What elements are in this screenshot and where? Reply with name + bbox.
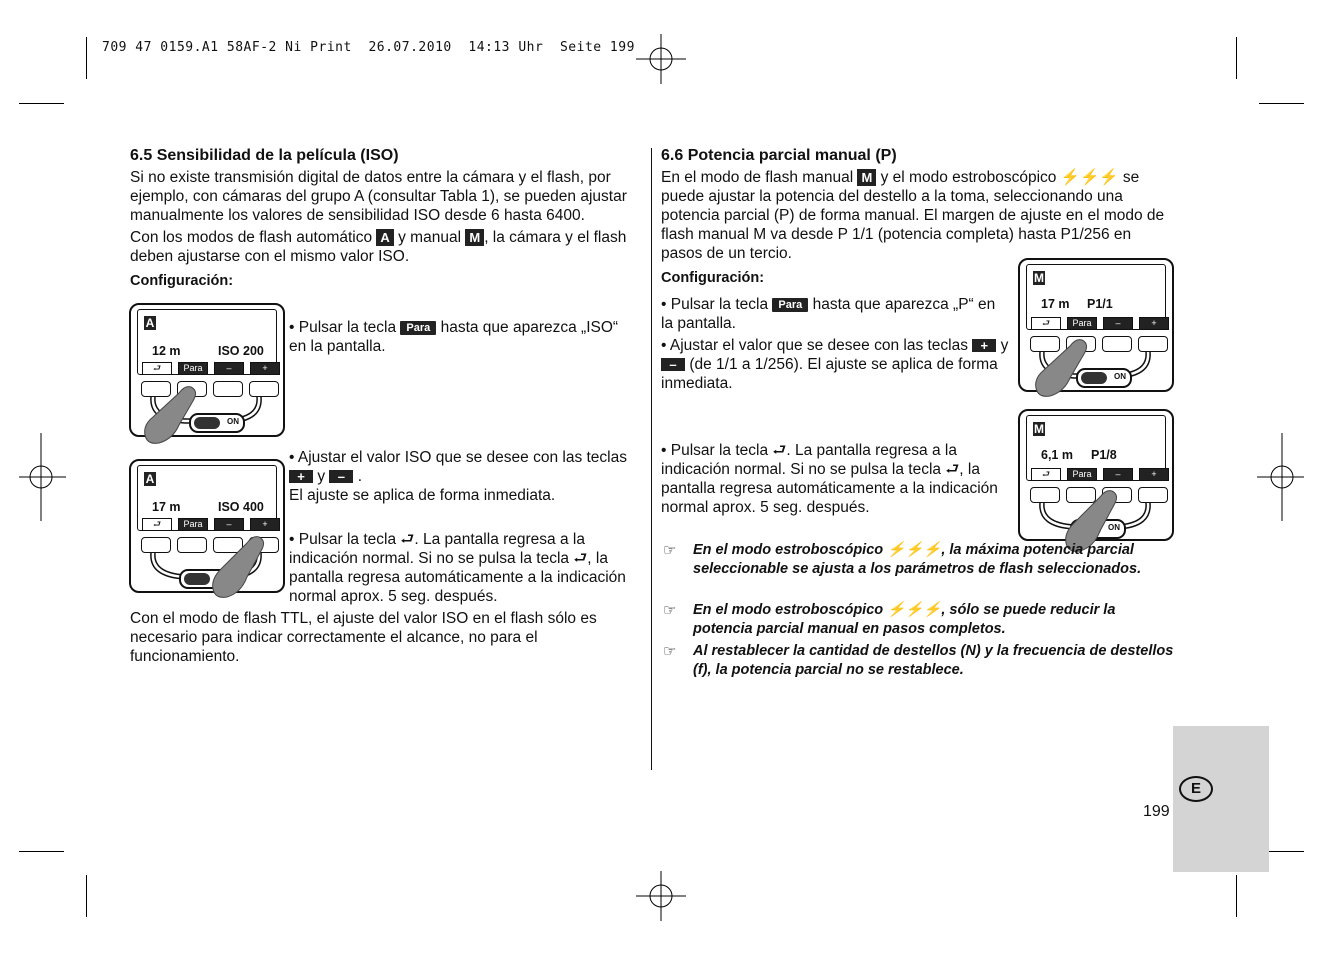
return-key-label: ⮐ bbox=[142, 362, 172, 375]
return-key-label: ⮐ bbox=[1031, 468, 1061, 481]
flash-panel-iso-400 bbox=[129, 459, 285, 593]
return-key-label: ⮐ bbox=[142, 518, 172, 531]
lcd-screen bbox=[1026, 415, 1166, 481]
lcd-distance: 17 m bbox=[152, 500, 181, 514]
return-key-icon: ⮐ bbox=[573, 550, 588, 567]
column-divider bbox=[651, 148, 652, 770]
lcd-key-labels bbox=[1031, 468, 1169, 481]
note-1: En el modo estroboscópico ⚡⚡⚡, la máxima potencia parcial seleccionable se ajusta a los parámetros de flash seleccionados. bbox=[693, 542, 1142, 577]
para-key-label: Para bbox=[178, 362, 208, 375]
crop-mark bbox=[86, 875, 87, 917]
mode-m-badge: M bbox=[465, 229, 484, 246]
plus-key-label: + bbox=[250, 362, 280, 375]
mode-a-badge: A bbox=[376, 229, 393, 246]
iso-paragraph-2: Con los modos de flash automático A y manual M , la cámara y el flash deben ajustarse con el mismo valor ISO. bbox=[130, 229, 627, 265]
pointing-finger-icon: ☞ bbox=[663, 602, 677, 619]
section-heading-iso: 6.5 Sensibilidad de la película (ISO) bbox=[130, 147, 399, 164]
lcd-screen bbox=[1026, 264, 1166, 330]
iso-paragraph-1: Si no existe transmisión digital de datos entre la cámara y el flash, por ejemplo, con cámaras del grupo A (consultar Tabla 1), se pueden ajustar manualmente los valores de sensibilidad ISO desde 6 hasta 6400. bbox=[130, 169, 627, 224]
print-header: 709 47 0159.A1 58AF-2 Ni Print 26.07.2010 14:13 Uhr Seite 199 bbox=[102, 40, 635, 55]
pointing-finger-icon: ☞ bbox=[663, 643, 677, 660]
return-key-icon: ⮐ bbox=[400, 531, 415, 548]
lcd-mode-indicator: M bbox=[1034, 422, 1044, 436]
strobe-icon: ⚡⚡⚡ bbox=[887, 542, 942, 558]
lcd-key-labels bbox=[142, 518, 280, 531]
lcd-distance: 12 m bbox=[152, 344, 181, 358]
on-switch[interactable]: ON bbox=[1070, 519, 1126, 539]
lcd-distance: 17 m bbox=[1041, 297, 1070, 311]
note-2: En el modo estroboscópico ⚡⚡⚡, sólo se puede reducir la potencia parcial manual en pasos completos. bbox=[693, 602, 1116, 637]
iso-step-1: • Pulsar la tecla Para hasta que aparezca „ISO“ en la pantalla. bbox=[289, 319, 619, 355]
pointing-hand-icon bbox=[1034, 338, 1092, 400]
lcd-mode-indicator: M bbox=[1034, 271, 1044, 285]
lcd-mode-indicator: A bbox=[145, 472, 155, 486]
minus-key-label: – bbox=[214, 518, 244, 531]
flash-panel-p1-1 bbox=[1018, 258, 1174, 392]
para-key-icon: Para bbox=[400, 321, 436, 335]
plus-key-icon: + bbox=[972, 339, 996, 352]
page-number: 199 bbox=[1143, 803, 1170, 820]
plus-key[interactable] bbox=[249, 381, 279, 397]
crop-mark bbox=[1236, 875, 1237, 917]
lcd-mode-indicator: A bbox=[145, 316, 155, 330]
return-key-icon: ⮐ bbox=[772, 442, 787, 459]
para-key-label: Para bbox=[1067, 468, 1097, 481]
iso-step-3: • Pulsar la tecla ⮐. La pantalla regresa a la indicación normal. Si no se pulsa la tecla ⮐, la pantalla regresa automáticamente a la indicación normal aprox. 5 seg. después. bbox=[289, 531, 626, 605]
on-switch[interactable]: ON bbox=[1076, 368, 1132, 388]
crop-mark bbox=[1236, 37, 1237, 79]
flash-panel-iso-200 bbox=[129, 303, 285, 437]
lcd-value: P1/1 bbox=[1087, 297, 1113, 311]
lcd-key-labels bbox=[142, 362, 280, 375]
crop-mark bbox=[19, 103, 64, 104]
plus-key[interactable] bbox=[1138, 336, 1168, 352]
return-key[interactable] bbox=[141, 537, 171, 553]
minus-key-label: – bbox=[1103, 468, 1133, 481]
plus-key-label: + bbox=[250, 518, 280, 531]
minus-key-icon: – bbox=[661, 358, 685, 371]
language-tab bbox=[1173, 726, 1269, 872]
note-3: Al restablecer la cantidad de destellos (N) y la frecuencia de destellos (f), la potencia parcial no se restablece. bbox=[693, 643, 1174, 678]
power-step-1: • Pulsar la tecla Para hasta que aparezca „P“ en la pantalla. bbox=[661, 296, 996, 332]
para-key[interactable] bbox=[177, 537, 207, 553]
return-key-icon: ⮐ bbox=[945, 461, 960, 478]
para-key-label: Para bbox=[178, 518, 208, 531]
flash-panel-p1-8 bbox=[1018, 409, 1174, 541]
strobe-icon: ⚡⚡⚡ bbox=[887, 602, 942, 618]
crop-mark bbox=[86, 37, 87, 79]
plus-key-label: + bbox=[1139, 468, 1169, 481]
minus-key-label: – bbox=[1103, 317, 1133, 330]
lcd-value: ISO 400 bbox=[218, 500, 264, 514]
crop-mark bbox=[1259, 103, 1304, 104]
power-paragraph-1: En el modo de flash manual M y el modo estroboscópico ⚡⚡⚡ se puede ajustar la potencia del destello a la toma, seleccionando una potencia parcial (P) de forma manual. El margen de ajuste en el modo de flash manual M va desde P 1/1 (potencia completa) hasta P1/256 en pasos de un tercio. bbox=[661, 169, 1165, 262]
minus-key[interactable] bbox=[1102, 336, 1132, 352]
minus-key-label: – bbox=[214, 362, 244, 375]
lcd-screen bbox=[137, 309, 277, 375]
mode-m-badge: M bbox=[857, 169, 876, 186]
return-key[interactable] bbox=[1030, 487, 1060, 503]
registration-mark-right bbox=[1257, 433, 1307, 521]
crop-mark bbox=[19, 851, 64, 852]
return-key-label: ⮐ bbox=[1031, 317, 1061, 330]
registration-mark-bottom bbox=[636, 871, 686, 921]
registration-mark-left bbox=[16, 433, 66, 521]
lcd-value: P1/8 bbox=[1091, 448, 1117, 462]
iso-paragraph-end: Con el modo de flash TTL, el ajuste del valor ISO en el flash sólo es necesario para indicar correctamente el alcance, no para el funcionamiento. bbox=[130, 610, 597, 665]
config-label: Configuración: bbox=[130, 273, 234, 289]
power-step-3: • Pulsar la tecla ⮐. La pantalla regresa a la indicación normal. Si no se pulsa la tecla ⮐, la pantalla regresa automáticamente a la indicación normal aprox. 5 seg. después. bbox=[661, 442, 998, 516]
language-badge: E bbox=[1179, 776, 1213, 802]
plus-key-icon: + bbox=[289, 470, 313, 483]
minus-key[interactable] bbox=[213, 381, 243, 397]
config-label: Configuración: bbox=[661, 270, 765, 286]
para-key-icon: Para bbox=[772, 298, 808, 312]
plus-key[interactable] bbox=[1138, 487, 1168, 503]
plus-key-label: + bbox=[1139, 317, 1169, 330]
lcd-distance: 6,1 m bbox=[1041, 448, 1073, 462]
pointing-hand-icon bbox=[143, 385, 201, 447]
iso-step-2: • Ajustar el valor ISO que se desee con las teclas + y – . El ajuste se aplica de forma inmediata. bbox=[289, 449, 627, 504]
on-switch[interactable]: ON bbox=[189, 413, 245, 433]
lcd-key-labels bbox=[1031, 317, 1169, 330]
strobe-icon: ⚡⚡⚡ bbox=[1060, 169, 1119, 186]
para-key-label: Para bbox=[1067, 317, 1097, 330]
left-column bbox=[130, 146, 642, 291]
pointing-finger-icon: ☞ bbox=[663, 542, 677, 559]
lcd-screen bbox=[137, 465, 277, 531]
minus-key-icon: – bbox=[329, 470, 353, 483]
section-heading-power: 6.6 Potencia parcial manual (P) bbox=[661, 147, 897, 164]
lcd-value: ISO 200 bbox=[218, 344, 264, 358]
power-step-2: • Ajustar el valor que se desee con las teclas + y – (de 1/1 a 1/256). El ajuste se aplica de forma inmediata. bbox=[661, 337, 1009, 392]
registration-mark-top bbox=[636, 34, 686, 84]
pointing-hand-icon bbox=[211, 535, 269, 601]
